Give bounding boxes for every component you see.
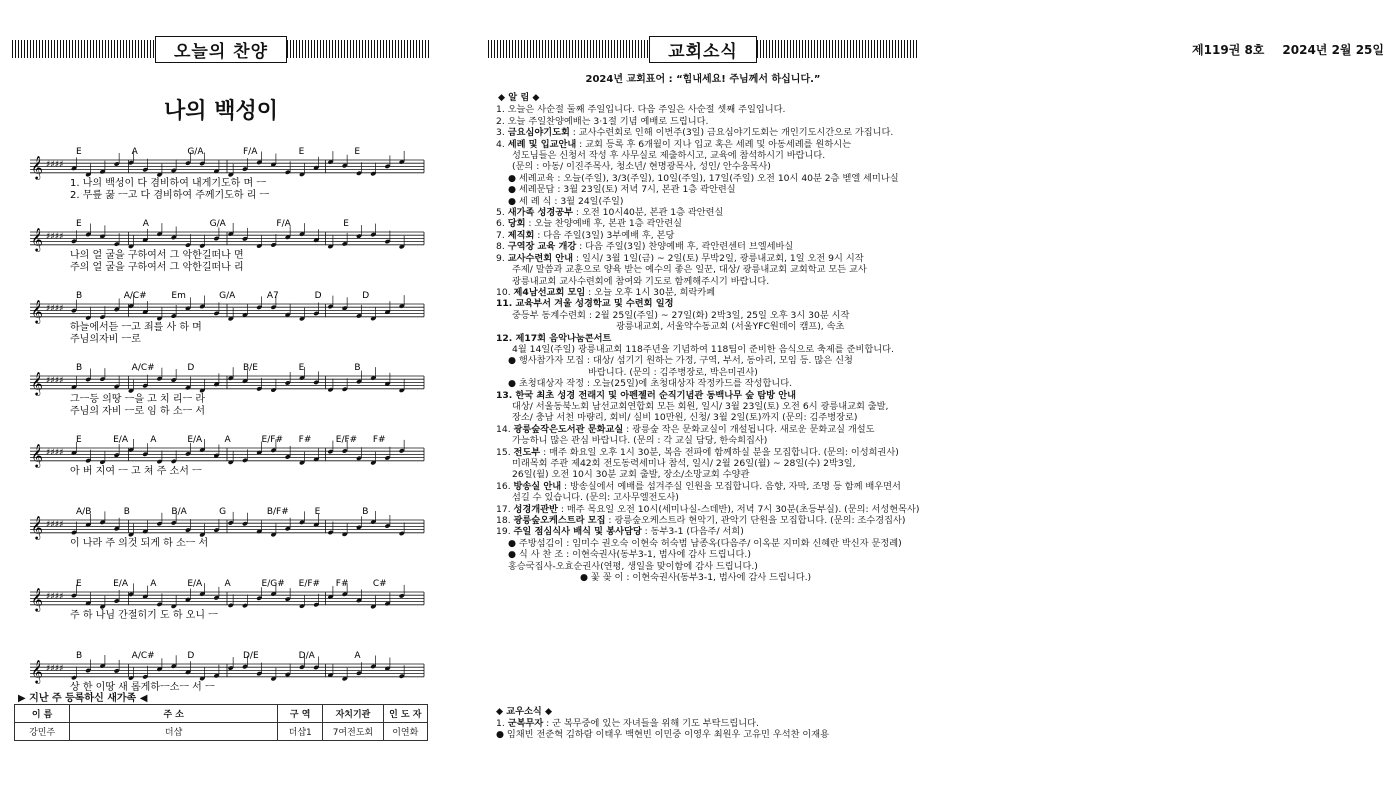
chord-symbol: B (76, 291, 83, 301)
announcement-line: 2. 오늘 주일찬양예배는 3·1절 기념 예배로 드립니다. (496, 115, 709, 127)
header-hatch-left (12, 40, 155, 58)
chord-symbol: F/A (243, 147, 258, 157)
announcement-line: 10. 제4남선교회 모임 : 오늘 오후 1시 30분, 희락카페 (496, 286, 716, 298)
chord-symbol: B (76, 363, 83, 373)
chord-symbol: F# (335, 579, 349, 589)
treble-clef: 𝄞 (31, 155, 43, 179)
announcements-title: ◆ 알 림 ◆ (498, 92, 540, 103)
chord-symbol: B (354, 363, 361, 373)
chord-symbol: G/A (209, 219, 226, 229)
key-signature: ♯♯♯♯ (46, 520, 64, 530)
key-signature: ♯♯♯♯ (46, 592, 64, 602)
publication-date: 2024년 2월 25일 (1282, 43, 1384, 57)
chord-symbol: A (150, 579, 157, 589)
announcement-line: 성도님들은 신청서 작성 후 사무실로 제출하시고, 교육에 참석하시기 바랍니다. (512, 150, 826, 162)
chord-symbol: B/A (171, 507, 187, 517)
key-signature: ♯♯♯♯ (46, 448, 64, 458)
song-section-header (12, 37, 430, 61)
treble-clef: 𝄞 (31, 587, 43, 611)
announcement-line: 9. 교사수련회 안내 : 일시/ 3월 1일(금) ~ 2일(토) 무박2일, 광릉내교회, 1일 오전 9시 시작 (496, 252, 864, 264)
chord-symbol: B (362, 507, 369, 517)
announcement-line: 19. 주일 점심식사 배식 및 봉사담당 : 동부3-1 (다음주/ 서희) (496, 526, 744, 538)
chord-symbol: E (298, 363, 305, 373)
chord-symbol: D/A (298, 651, 315, 661)
announcement-line: 대상/ 서울동북노회 남선교회연합회 모든 회원, 일시/ 3월 23일(토) 오전 6시 광릉내교회 출발, (512, 400, 889, 412)
announcement-line: 섬길 수 있습니다. (문의: 고사무엘전도사) (512, 492, 679, 504)
announcement-line: 18. 광릉숲오케스트라 모집 : 광릉숲오케스트라 현악기, 관악기 단원을 모집합니다. (문의: 조수경집사) (496, 515, 906, 527)
announcement-line: 4. 세례 및 입교안내 : 교회 등록 후 6개월이 지나 입교 혹은 세례 및 아동세례를 원하시는 (496, 138, 851, 150)
lyrics-verse-2: 주님의 자비 ㅡ로 임 하 소ㅡ 서 (70, 406, 205, 417)
chord-symbol: F/A (276, 219, 291, 229)
registrants-header-row (15, 705, 428, 723)
chord-symbol: A7 (266, 291, 279, 301)
chord-symbol: E/F# (335, 435, 358, 445)
announcement-line: 17. 성경개관반 : 매주 목요일 오전 10시(세미나실-스데반), 저녁 7시 30분(초등부실). (문의: 서성현목사) (496, 503, 920, 515)
announcement-line: 4월 14일(주일) 광릉내교회 118주년을 기념하여 118팀이 준비한 음식으로 축제를 준비합니다. (512, 343, 894, 355)
publication-info (1192, 41, 1384, 58)
announcement-line: 14. 광릉숲작은도서관 문화교실 : 광릉숲 작은 문화교실이 개설됩니다. 새로운 문화교실 개설도 (496, 423, 875, 435)
table-cell: 강민주 (15, 723, 70, 741)
announcement-line: 12. 제17회 음악나눔콘서트 (496, 332, 612, 344)
announcement-line: 3. 금요심야기도회 : 교사수련회로 인해 이번주(3일) 금요심야기도회는 개인기도시간으로 가집니다. (496, 127, 894, 139)
chord-symbol: E/A (113, 579, 129, 589)
announcement-line: ● 초청대상자 작정 : 오늘(25일)에 초청대상자 작정카드를 작성합니다. (508, 378, 793, 390)
chord-symbol: D/E (243, 651, 259, 661)
announcement-line: ● 식 사 찬 조 : 이현숙권사(동부3-1, 범사에 감사 드립니다.) (508, 549, 751, 561)
announcement-line: 26일(월) 오전 10시 30분 교회 출발, 장소/소망교회 수양관 (512, 469, 750, 481)
sheet-music (12, 138, 430, 693)
registrants-col-header: 구 역 (277, 705, 322, 723)
lyrics-verse-1: 하늘에서듣 ㅡ고 죄를 사 하 며 (70, 322, 202, 333)
chord-symbol: F# (372, 435, 386, 445)
chord-symbol: E (298, 147, 305, 157)
key-signature: ♯♯♯♯ (46, 664, 64, 674)
announcement-line: 11. 교육부서 겨울 성경학교 및 수련회 일정 (496, 298, 674, 310)
lyrics-verse-1: 상 한 이땅 새 롭게하ㅡ소ㅡ 서 ㅡ (70, 682, 215, 693)
chord-symbol: E (314, 507, 321, 517)
member-news-title: ◆ 교우소식 ◆ (496, 706, 553, 717)
chord-symbol: A/C# (131, 363, 155, 373)
chord-symbol: B (123, 507, 130, 517)
volume-number: 제119권 8호 (1192, 43, 1265, 57)
lyrics-verse-1: 주 하 나님 간절히기 도 하 오니 ㅡ (70, 610, 218, 621)
news-section-title: 교회소식 (649, 36, 757, 63)
chord-symbol: E/A (187, 579, 203, 589)
announcement-line: 13. 한국 최초 성경 전래지 및 아펜젤러 순직기념관 동백나무 숲 탐방 안내 (496, 389, 796, 401)
key-signature: ♯♯♯♯ (46, 160, 64, 170)
announcement-line: 주제/ 말씀과 교훈으로 양육 받는 예수의 좋은 일꾼, 대상/ 광릉내교회 교회학교 모든 교사 (512, 264, 867, 276)
chord-symbol: E (343, 219, 349, 229)
announcement-line: 홍승국집사-오효순권사(연평, 생일을 맞이함에 감사 드립니다.) (508, 560, 758, 572)
treble-clef: 𝄞 (31, 443, 43, 467)
member-news (496, 706, 918, 741)
registrants-col-header: 인 도 자 (383, 705, 427, 723)
lyrics-verse-1: 1. 나의 백성이 다 겸비하여 내게기도하 며 ㅡ (70, 178, 267, 189)
key-signature: ♯♯♯♯ (46, 232, 64, 242)
treble-clef: 𝄞 (31, 659, 43, 683)
chord-symbol: A (150, 435, 157, 445)
member-news-line: 1. 군복무자 : 군 복무중에 있는 자녀들을 위해 기도 부탁드립니다. (496, 717, 759, 729)
announcement-line: ● 주방섬김이 : 임미수 권오숙 이현숙 허숙범 남종옥(다음주/ 이옥분 지미화 신혜란 박신자 문정례) (508, 537, 902, 549)
announcements (496, 92, 918, 583)
chord-symbol: E/F# (261, 435, 283, 445)
announcement-line: 8. 구역장 교육 개강 : 다음 주일(3일) 찬양예배 후, 곽안련센터 브엘세바실 (496, 241, 794, 253)
announcement-line: ● 꽃 꽂 이 : 이현숙권사(동부3-1, 범사에 감사 드립니다.) (580, 572, 812, 584)
announcement-line: 광릉내교회 교사수련회에 참여와 기도로 함께해주시기 바랍니다. (512, 275, 770, 287)
announcement-line: 가능하니 많은 관심 바랍니다. (문의 : 각 교실 담당, 한숙희집사) (512, 435, 768, 447)
announcement-line: 6. 당회 : 오늘 찬양예배 후, 본관 1층 곽안련실 (496, 218, 683, 230)
lyrics-verse-1: 이 나라 주 의것 되게 하 소ㅡ 서 (70, 538, 209, 549)
chord-symbol: G/A (219, 291, 236, 301)
key-signature: ♯♯♯♯ (46, 304, 64, 314)
announcement-line: ● 세례문답 : 3월 23일(토) 저녁 7시, 본관 1층 곽안련실 (508, 184, 736, 196)
header-hatch-left (488, 40, 649, 58)
song-title: 나의 백성이 (164, 99, 278, 124)
registrants-col-header: 자치기관 (323, 705, 383, 723)
song-section-title: 오늘의 찬양 (155, 36, 287, 63)
table-row (15, 723, 428, 741)
chord-symbol: D (362, 291, 370, 301)
chord-symbol: A (354, 651, 361, 661)
announcement-line: 1. 오늘은 사순절 둘째 주일입니다. 다음 주일은 사순절 셋째 주일입니다. (496, 104, 786, 116)
table-cell: 이연화 (383, 723, 427, 741)
announcement-line: 바랍니다. (문의 : 김주병장로, 박은미권사) (588, 366, 758, 378)
treble-clef: 𝄞 (31, 299, 43, 323)
announcement-line: 7. 제직회 : 다음 주일(3일) 3부예배 후, 본당 (496, 229, 675, 241)
announcement-line: ● 세 례 식 : 3월 24일(주일) (508, 195, 624, 207)
chord-symbol: Em (171, 291, 186, 301)
announcement-line: 장소/ 충남 서천 마량리, 회비/ 실비 10만원, 신청/ 3월 2일(토)까지 (문의: 김주병장로) (512, 412, 858, 424)
chord-symbol: E (76, 579, 82, 589)
treble-clef: 𝄞 (31, 227, 43, 251)
news-section-header (488, 37, 918, 61)
table-cell: 더샵 (70, 723, 278, 741)
table-cell: 7여전도회 (323, 723, 383, 741)
chord-symbol: D (187, 363, 195, 373)
key-signature: ♯♯♯♯ (46, 376, 64, 386)
announcement-line: ● 행사참가자 모집 : 대상/ 섬기기 원하는 가정, 구역, 부서, 동아리, 모임 등. 많은 신청 (508, 355, 853, 367)
header-hatch-right (287, 40, 430, 58)
chord-symbol: E/G# (261, 579, 285, 589)
lyrics-verse-1: 나의 얼 굴을 구하여서 그 악한길떠나 면 (70, 250, 244, 261)
announcement-line: ● 세례교육 : 오늘(주일), 3/3(주일), 10일(주일), 17일(주일) 오전 10시 40분 2층 벧엘 세미나실 (508, 172, 899, 184)
registrants-col-header: 이 름 (15, 705, 70, 723)
chord-symbol: A (224, 579, 231, 589)
treble-clef: 𝄞 (31, 371, 43, 395)
chord-symbol: E (76, 147, 82, 157)
announcement-line: 광릉내교회, 서울약수동교회 (서울YFC원데이 캠프), 속초 (616, 321, 845, 333)
church-motto: 2024년 교회표어 : “힘내세요! 주님께서 하십니다.” (585, 74, 821, 85)
chord-symbol: A/C# (123, 291, 147, 301)
header-hatch-right (757, 40, 918, 58)
lyrics-verse-1: 아 버 지여 ㅡ 고 쳐 주 소서 ㅡ (70, 466, 202, 477)
announcement-line: 15. 전도부 : 매주 화요일 오후 1시 30분, 복음 전파에 함께하실 분을 모집합니다. (문의: 이성희권사) (496, 446, 899, 458)
chord-symbol: E (76, 219, 82, 229)
lyrics-verse-2: 2. 무릎 꿇 ㅡ고 다 겸비하여 주께기도하 리 ㅡ (70, 190, 270, 201)
chord-symbol: A/C# (131, 651, 155, 661)
chord-symbol: B/F# (266, 507, 289, 517)
member-news-line: ● 임채빈 전준혁 김하람 이태우 백현빈 이민중 이영우 최원우 고유민 우석찬 이재용 (496, 729, 830, 741)
chord-symbol: E (76, 435, 82, 445)
chord-symbol: A (131, 147, 138, 157)
announcement-line: (문의 : 아동/ 이진주목사, 청소년/ 현명광목사, 성인/ 안수웅목사) (512, 161, 771, 173)
chord-symbol: B/E (243, 363, 258, 373)
lyrics-verse-2: 주의 얼 굴을 구하여서 그 악한길떠나 리 (70, 262, 244, 273)
chord-symbol: A (142, 219, 149, 229)
chord-symbol: G (219, 507, 227, 517)
chord-symbol: A (224, 435, 231, 445)
chord-symbol: A/B (76, 507, 92, 517)
registrants-table (14, 704, 428, 741)
treble-clef: 𝄞 (31, 515, 43, 539)
chord-symbol: B (76, 651, 83, 661)
chord-symbol: E (354, 147, 361, 157)
registrants-title: ▶ 지난 주 등록하신 새가족 ◀ (18, 693, 148, 704)
chord-symbol: E/A (187, 435, 203, 445)
announcement-line: 중등부 동계수련회 : 2월 25일(주일) ~ 27일(화) 2박3일, 25일 오후 3시 30분 시작 (512, 309, 850, 321)
chord-symbol: D (187, 651, 195, 661)
chord-symbol: D (314, 291, 322, 301)
table-cell: 더샵1 (277, 723, 322, 741)
lyrics-verse-2: 주님의자비 ㅡ로 (70, 334, 141, 345)
registrants-col-header: 주 소 (70, 705, 278, 723)
announcement-line: 미래목회 주관 제42회 전도동력세미나 참석, 일시/ 2월 26일(월) ~ 28일(수) 2박3일, (512, 458, 856, 469)
announcement-line: 5. 새가족 성경공부 : 오전 10시40분, 본관 1층 곽안련실 (496, 207, 724, 219)
chord-symbol: C# (372, 579, 387, 589)
lyrics-verse-1: 그ㅡ등 의땅 ㅡ을 고 치 리ㅡ 라 (70, 394, 205, 405)
chord-symbol: G/A (187, 147, 204, 157)
chord-symbol: E/A (113, 435, 129, 445)
chord-symbol: E/F# (298, 579, 321, 589)
announcement-line: 16. 방송실 안내 : 방송실에서 예배를 섬겨주실 인원을 모집합니다. 음향, 자막, 조명 등 함께 배우면서 (496, 480, 901, 492)
chord-symbol: F# (298, 435, 312, 445)
